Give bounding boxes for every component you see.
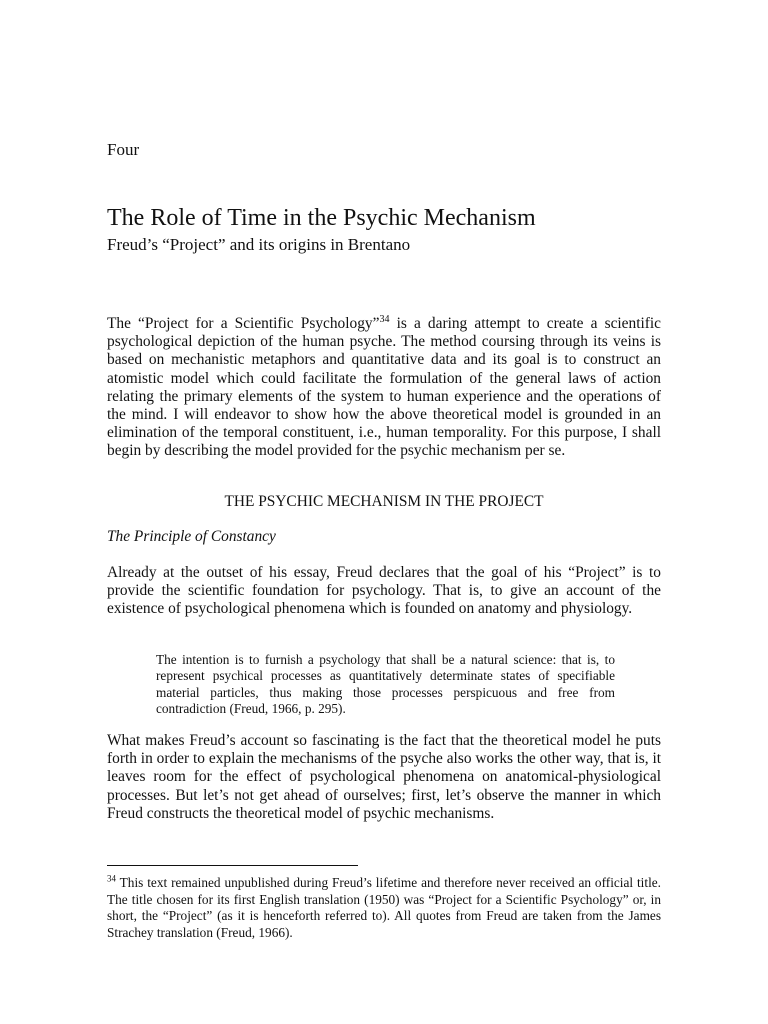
chapter-subtitle: Freud’s “Project” and its origins in Brentano [107,235,411,254]
footnote-text: This text remained unpublished during Freud’s lifetime and therefore never received an official title. The title chosen for its first English translation (1950) was “Project for a Scientific Psychology” or, in short, the “Project” (as it is henceforth referred to). All quotes from Freud are taken from the James Strachey translation (Freud, 1966). [107,875,661,940]
chapter-number: Four [107,140,140,159]
section-heading: THE PSYCHIC MECHANISM IN THE PROJECT [224,493,544,510]
book-page [107,0,661,1024]
footnote [107,875,661,941]
intro-text-start: The “Project for a Scientific Psychology” [107,315,380,332]
body-paragraph-2: What makes Freud’s account so fascinating is the fact that the theoretical model he puts forth in order to explain the mechanisms of the psyche also works the other way, that is, it leaves room for the effect of psychological phenomena on anatomical-physiological processes. But let’s not get ahead of ourselves; first, let’s observe the manner in which Freud constructs the theoretical model of psychic mechanisms. [107,732,661,822]
intro-text-rest: is a daring attempt to create a scientific psychological depiction of the human psyche. The method coursing through its veins is based on mechanistic metaphors and quantitative data and its goal is to construct an atomistic model which could facilitate the formulation of the general laws of action relating the primary elements of the system to human experience and the operations of the mind. I will endeavor to show how the above theoretical model is grounded in an elimination of the temporal constituent, i.e., human temporality. For this purpose, I shall begin by describing the model provided for the psychic mechanism per se. [107,315,661,460]
footnote-divider [107,865,358,866]
body-paragraph-1: Already at the outset of his essay, Freud declares that the goal of his “Project” is to provide the scientific foundation for psychology. That is, to give an account of the existence of psychological phenomena which is founded on anatomy and physiology. [107,564,661,618]
subsection-heading: The Principle of Constancy [107,528,276,545]
chapter-title: The Role of Time in the Psychic Mechanism [107,205,536,231]
block-quote: The intention is to furnish a psychology that shall be a natural science: that is, to represent psychical processes as quantitatively determinate states of specifiable material particles, thus making those processes perspicuous and free from contradiction (Freud, 1966, p. 295). [156,652,615,717]
footnote-number: 34 [107,873,116,884]
intro-paragraph [107,315,661,461]
footnote-reference[interactable]: 34 [379,313,390,325]
